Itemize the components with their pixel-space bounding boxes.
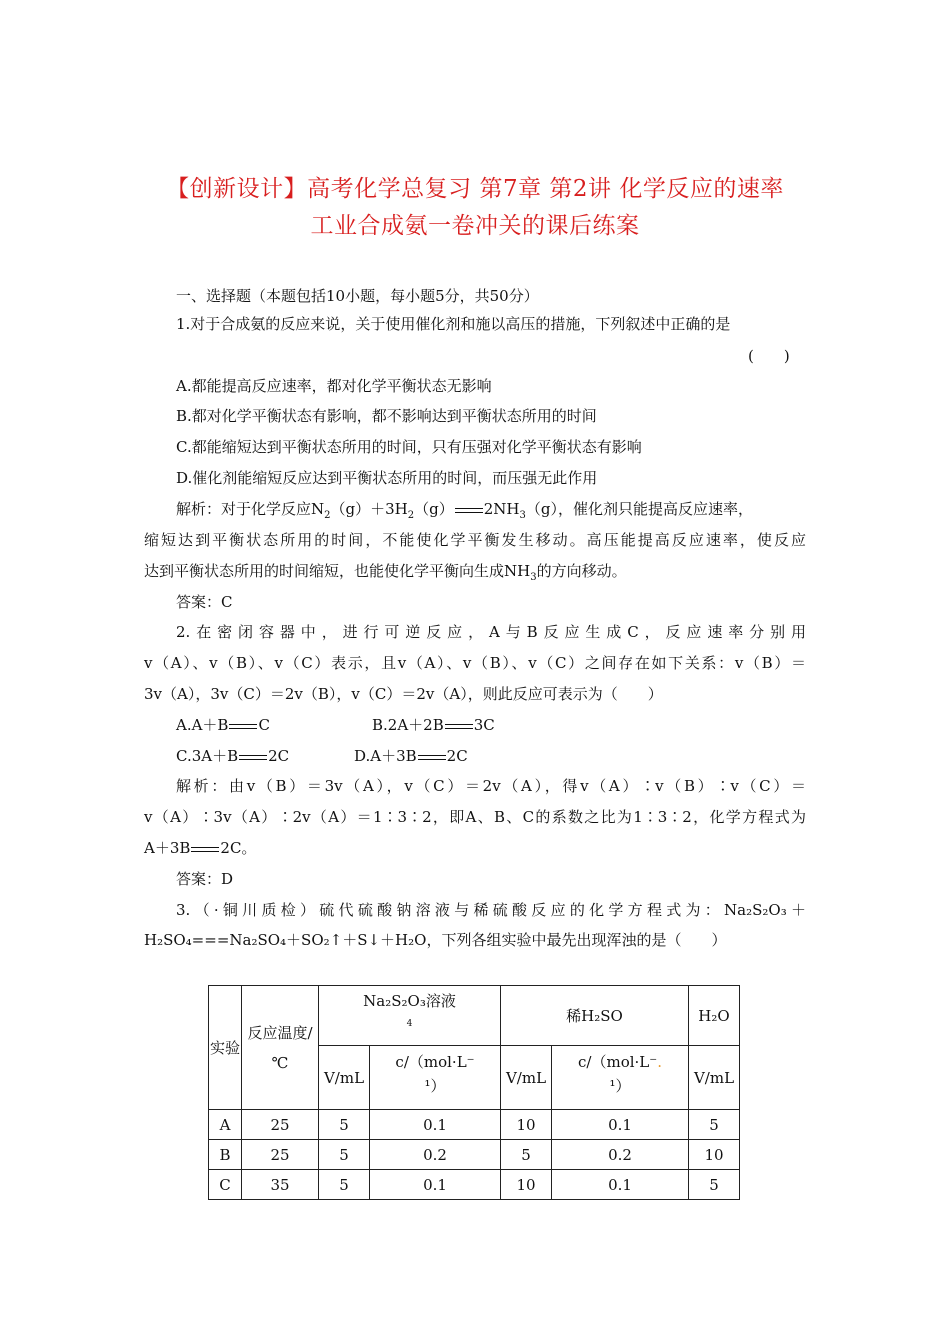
cell-c-na: 0.1: [370, 1110, 501, 1140]
q1-option-b: B.都对化学平衡状态有影响，都不影响达到平衡状态所用的时间: [176, 407, 597, 425]
cell-v-acid: 10: [501, 1110, 552, 1140]
subheader-c-acid: c/（mol·L⁻. ¹）: [552, 1046, 689, 1110]
cell-v-na: 5: [319, 1140, 370, 1170]
q2-option-d: D.A＋3B 2C: [354, 747, 468, 765]
subheader-v-acid: V/mL: [501, 1046, 552, 1110]
cell-exp: A: [209, 1110, 242, 1140]
cell-c-na: 0.2: [370, 1140, 501, 1170]
title-line-2: 工业合成氨一卷冲关的课后练案: [310, 213, 640, 239]
header-sulfuric-acid: 稀H₂SO: [501, 986, 689, 1046]
cell-v-na: 5: [319, 1110, 370, 1140]
cell-v-acid: 5: [501, 1140, 552, 1170]
header-water: H₂O: [689, 986, 740, 1046]
q2-option-a: A.A＋B C: [176, 716, 270, 734]
q1-analysis-line-1: 解析：对于化学反应$N_2(g)+3H_2(g)$ $2NH_3(g)$，催化剂只能提高反应速率，: [176, 500, 753, 521]
header-na2s2o3: Na₂S₂O₃溶液 4: [319, 986, 501, 1046]
table-row: [209, 1140, 740, 1170]
q2-analysis-line-3: A＋3B 2C。: [144, 839, 257, 857]
cell-c-na: 0.1: [370, 1170, 501, 1200]
experiment-table: [208, 985, 740, 1200]
q2-analysis-line-1: 解析：由v（B）＝3v（A），v（C）＝2v（A），得v（A）∶v（B）∶v（C）＝: [176, 777, 806, 795]
reversible-arrow-icon: [418, 753, 446, 762]
cell-temp: 35: [242, 1170, 319, 1200]
subheader-c-na: c/（mol·L⁻ ¹）: [370, 1046, 501, 1110]
q2-line-3: 3v（A），3v（C）＝2v（B），v（C）＝2v（A），则此反应可表示为（ ）: [144, 685, 663, 703]
subheader-v-na: V/mL: [319, 1046, 370, 1110]
q2-option-c: C.3A＋B 2C: [176, 747, 290, 765]
q3-line-2: H₂SO₄===Na₂SO₄＋SO₂↑＋S↓＋H₂O，下列各组实验中最先出现浑浊的是（ ）: [144, 931, 727, 949]
reversible-arrow-icon: [229, 722, 257, 731]
cell-temp: 25: [242, 1140, 319, 1170]
cell-temp: 25: [242, 1110, 319, 1140]
reversible-arrow-icon: [445, 722, 473, 731]
header-experiment: 实验: [209, 986, 242, 1110]
cell-exp: B: [209, 1140, 242, 1170]
reversible-arrow-icon: [191, 845, 219, 854]
q3-line-1: 3.（·铜川质检）硫代硫酸钠溶液与稀硫酸反应的化学方程式为：Na₂S₂O₃＋: [176, 901, 806, 919]
subheader-v-water: V/mL: [689, 1046, 740, 1110]
q1-answer: 答案：C: [176, 593, 233, 611]
q2-line-1: 2.在密闭容器中，进行可逆反应，A与B反应生成C，反应速率分别用: [176, 623, 806, 641]
cell-c-acid: 0.2: [552, 1140, 689, 1170]
cell-exp: C: [209, 1170, 242, 1200]
q2-analysis-line-2: v（A）∶3v（A）∶2v（A）＝1∶3∶2，即A、B、C的系数之比为1∶3∶2，化学方程式为: [144, 808, 806, 826]
cell-c-acid: 0.1: [552, 1110, 689, 1140]
reversible-arrow-icon: [239, 753, 267, 762]
q1-option-d: D.催化剂能缩短反应达到平衡状态所用的时间，而压强无此作用: [176, 469, 598, 487]
q1-stem: 1.对于合成氨的反应来说，关于使用催化剂和施以高压的措施，下列叙述中正确的是: [176, 315, 731, 333]
q1-analysis-line-2: 缩短达到平衡状态所用的时间，不能使化学平衡发生移动。高压能提高反应速率，使反应: [144, 531, 806, 549]
q2-option-b: B.2A＋2B 3C: [372, 716, 495, 734]
section-heading: 一、选择题（本题包括10小题，每小题5分，共50分）: [176, 287, 539, 305]
q2-answer: 答案：D: [176, 870, 234, 888]
q2-line-2: v（A）、v（B）、v（C）表示，且v（A）、v（B）、v（C）之间存在如下关系：v（B）＝: [144, 654, 806, 672]
cell-v-water: 5: [689, 1170, 740, 1200]
title-line-1: 【创新设计】高考化学总复习 第7章 第2讲 化学反应的速率: [166, 176, 784, 202]
table-row: [209, 1170, 740, 1200]
cell-v-acid: 10: [501, 1170, 552, 1200]
q1-analysis-line-3: 达到平衡状态所用的时间缩短，也能使化学平衡向生成$NH_3$的方向移动。: [144, 562, 627, 583]
cell-v-water: 10: [689, 1140, 740, 1170]
table-row: [209, 1110, 740, 1140]
cell-v-water: 5: [689, 1110, 740, 1140]
reversible-arrow-icon: [455, 506, 483, 515]
q1-answer-paren: ( ): [748, 347, 790, 365]
q1-option-c: C.都能缩短达到平衡状态所用的时间，只有压强对化学平衡状态有影响: [176, 438, 642, 456]
cell-v-na: 5: [319, 1170, 370, 1200]
q1-option-a: A.都能提高反应速率，都对化学平衡状态无影响: [176, 377, 492, 395]
cell-c-acid: 0.1: [552, 1170, 689, 1200]
header-temperature: 反应温度/℃: [242, 986, 319, 1110]
